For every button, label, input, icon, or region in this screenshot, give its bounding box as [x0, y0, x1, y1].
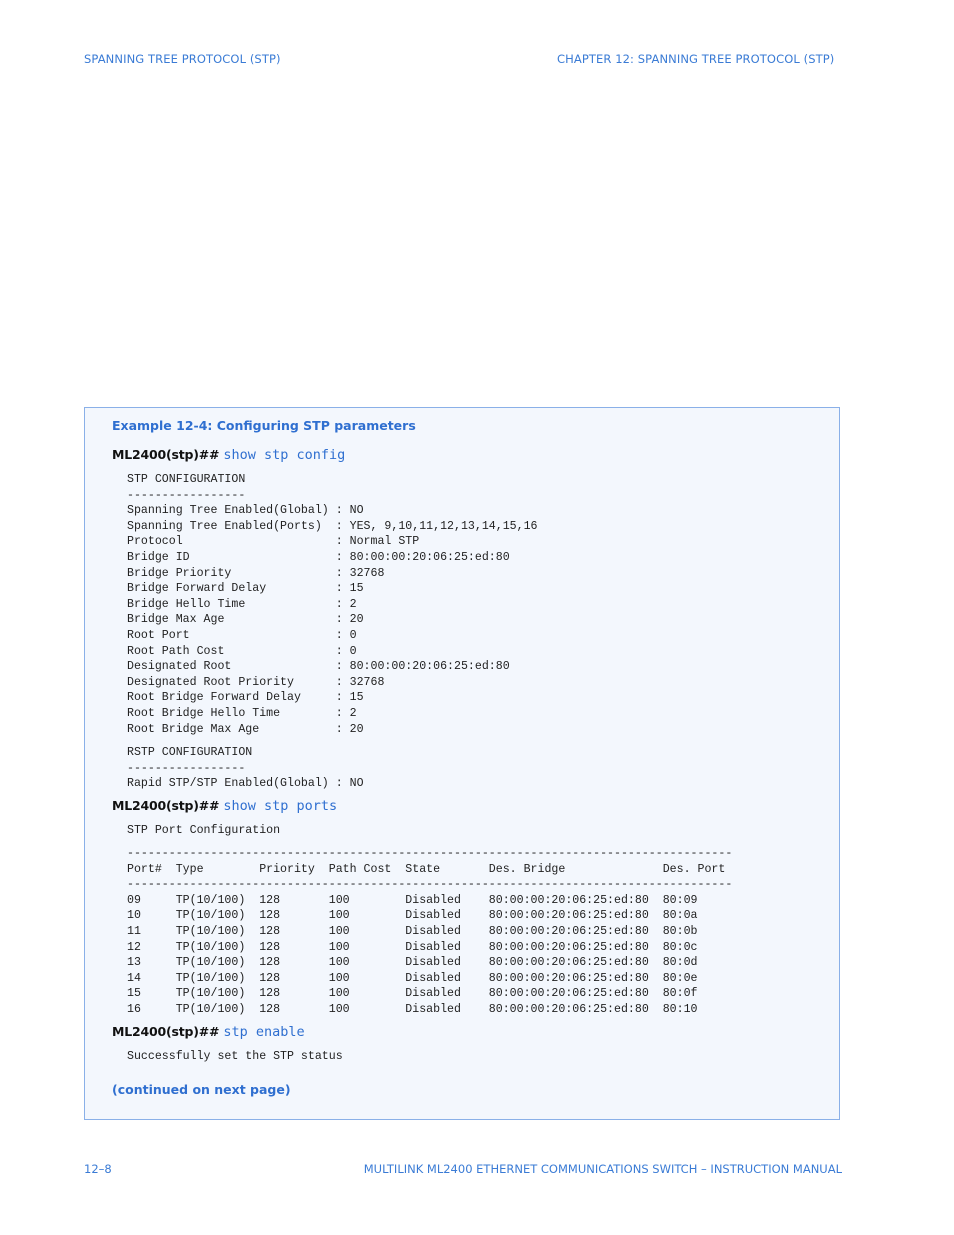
command-line-show-stp-config [112, 447, 345, 463]
cli-prompt: ML2400(stp)## [112, 798, 220, 813]
stp-enable-output: Successfully set the STP status [127, 1050, 343, 1063]
example-title: Example 12-4: Configuring STP parameters [112, 418, 416, 433]
page-number: 12–8 [84, 1162, 112, 1176]
cli-command: stp enable [223, 1024, 305, 1040]
cli-prompt: ML2400(stp)## [112, 447, 220, 462]
cli-command: show stp ports [223, 798, 338, 814]
running-header-chapter: CHAPTER 12: SPANNING TREE PROTOCOL (STP) [557, 52, 835, 66]
command-line-show-stp-ports [112, 798, 337, 814]
rstp-config-output: RSTP CONFIGURATION ----------------- Rapid STP/STP Enabled(Global) : NO [127, 746, 364, 791]
example-box [84, 407, 840, 1120]
stp-config-output: STP CONFIGURATION ----------------- Spanning Tree Enabled(Global) : NO Spanning Tree Enabled(Ports) : YES, 9,10,11,12,13,14,15,16 Protocol : Normal STP Bridge ID : 80:00:00:20:06:25:ed:80 Bridge Priority : 32768 Bridge Forward Delay : 15 Bridge Hello Time : 2 Bridge Max Age : 20 Root Port : 0 Root Path Cost : 0 Designated Root : 80:00:00:20:06:25:ed:80 Designated Root Priority : 32768 Root Bridge Forward Delay : 15 Root Bridge Hello Time : 2 Root Bridge Max Age : 20 [127, 473, 538, 736]
running-header-section: SPANNING TREE PROTOCOL (STP) [84, 52, 281, 66]
cli-command: show stp config [223, 447, 346, 463]
cli-prompt: ML2400(stp)## [112, 1024, 220, 1039]
command-line-stp-enable [112, 1024, 305, 1040]
manual-title-footer: MULTILINK ML2400 ETHERNET COMMUNICATIONS SWITCH – INSTRUCTION MANUAL [363, 1162, 842, 1176]
stp-ports-table: --------------------------------------------------------------------------------------- Port# Type Priority Path Cost State Des. Bridge Des. Port --------------------------------------------------------------------------------------- 09 TP(10/100) 128 100 Disabled 80:00:00:20:06:25:ed:80 80:09 10 TP(10/100) 128 100 Disabled 80:00:00:20:06:25:ed:80 80:0a 11 TP(10/100) 128 100 Disabled 80:00:00:20:06:25:ed:80 80:0b 12 TP(10/100) 128 100 Disabled 80:00:00:20:06:25:ed:80 80:0c 13 TP(10/100) 128 100 Disabled 80:00:00:20:06:25:ed:80 80:0d 14 TP(10/100) 128 100 Disabled 80:00:00:20:06:25:ed:80 80:0e 15 TP(10/100) 128 100 Disabled 80:00:00:20:06:25:ed:80 80:0f 16 TP(10/100) 128 100 Disabled 80:00:00:20:06:25:ed:80 80:10 [127, 847, 733, 1016]
continued-note: (continued on next page) [112, 1082, 291, 1097]
stp-port-config-heading: STP Port Configuration [127, 824, 281, 837]
